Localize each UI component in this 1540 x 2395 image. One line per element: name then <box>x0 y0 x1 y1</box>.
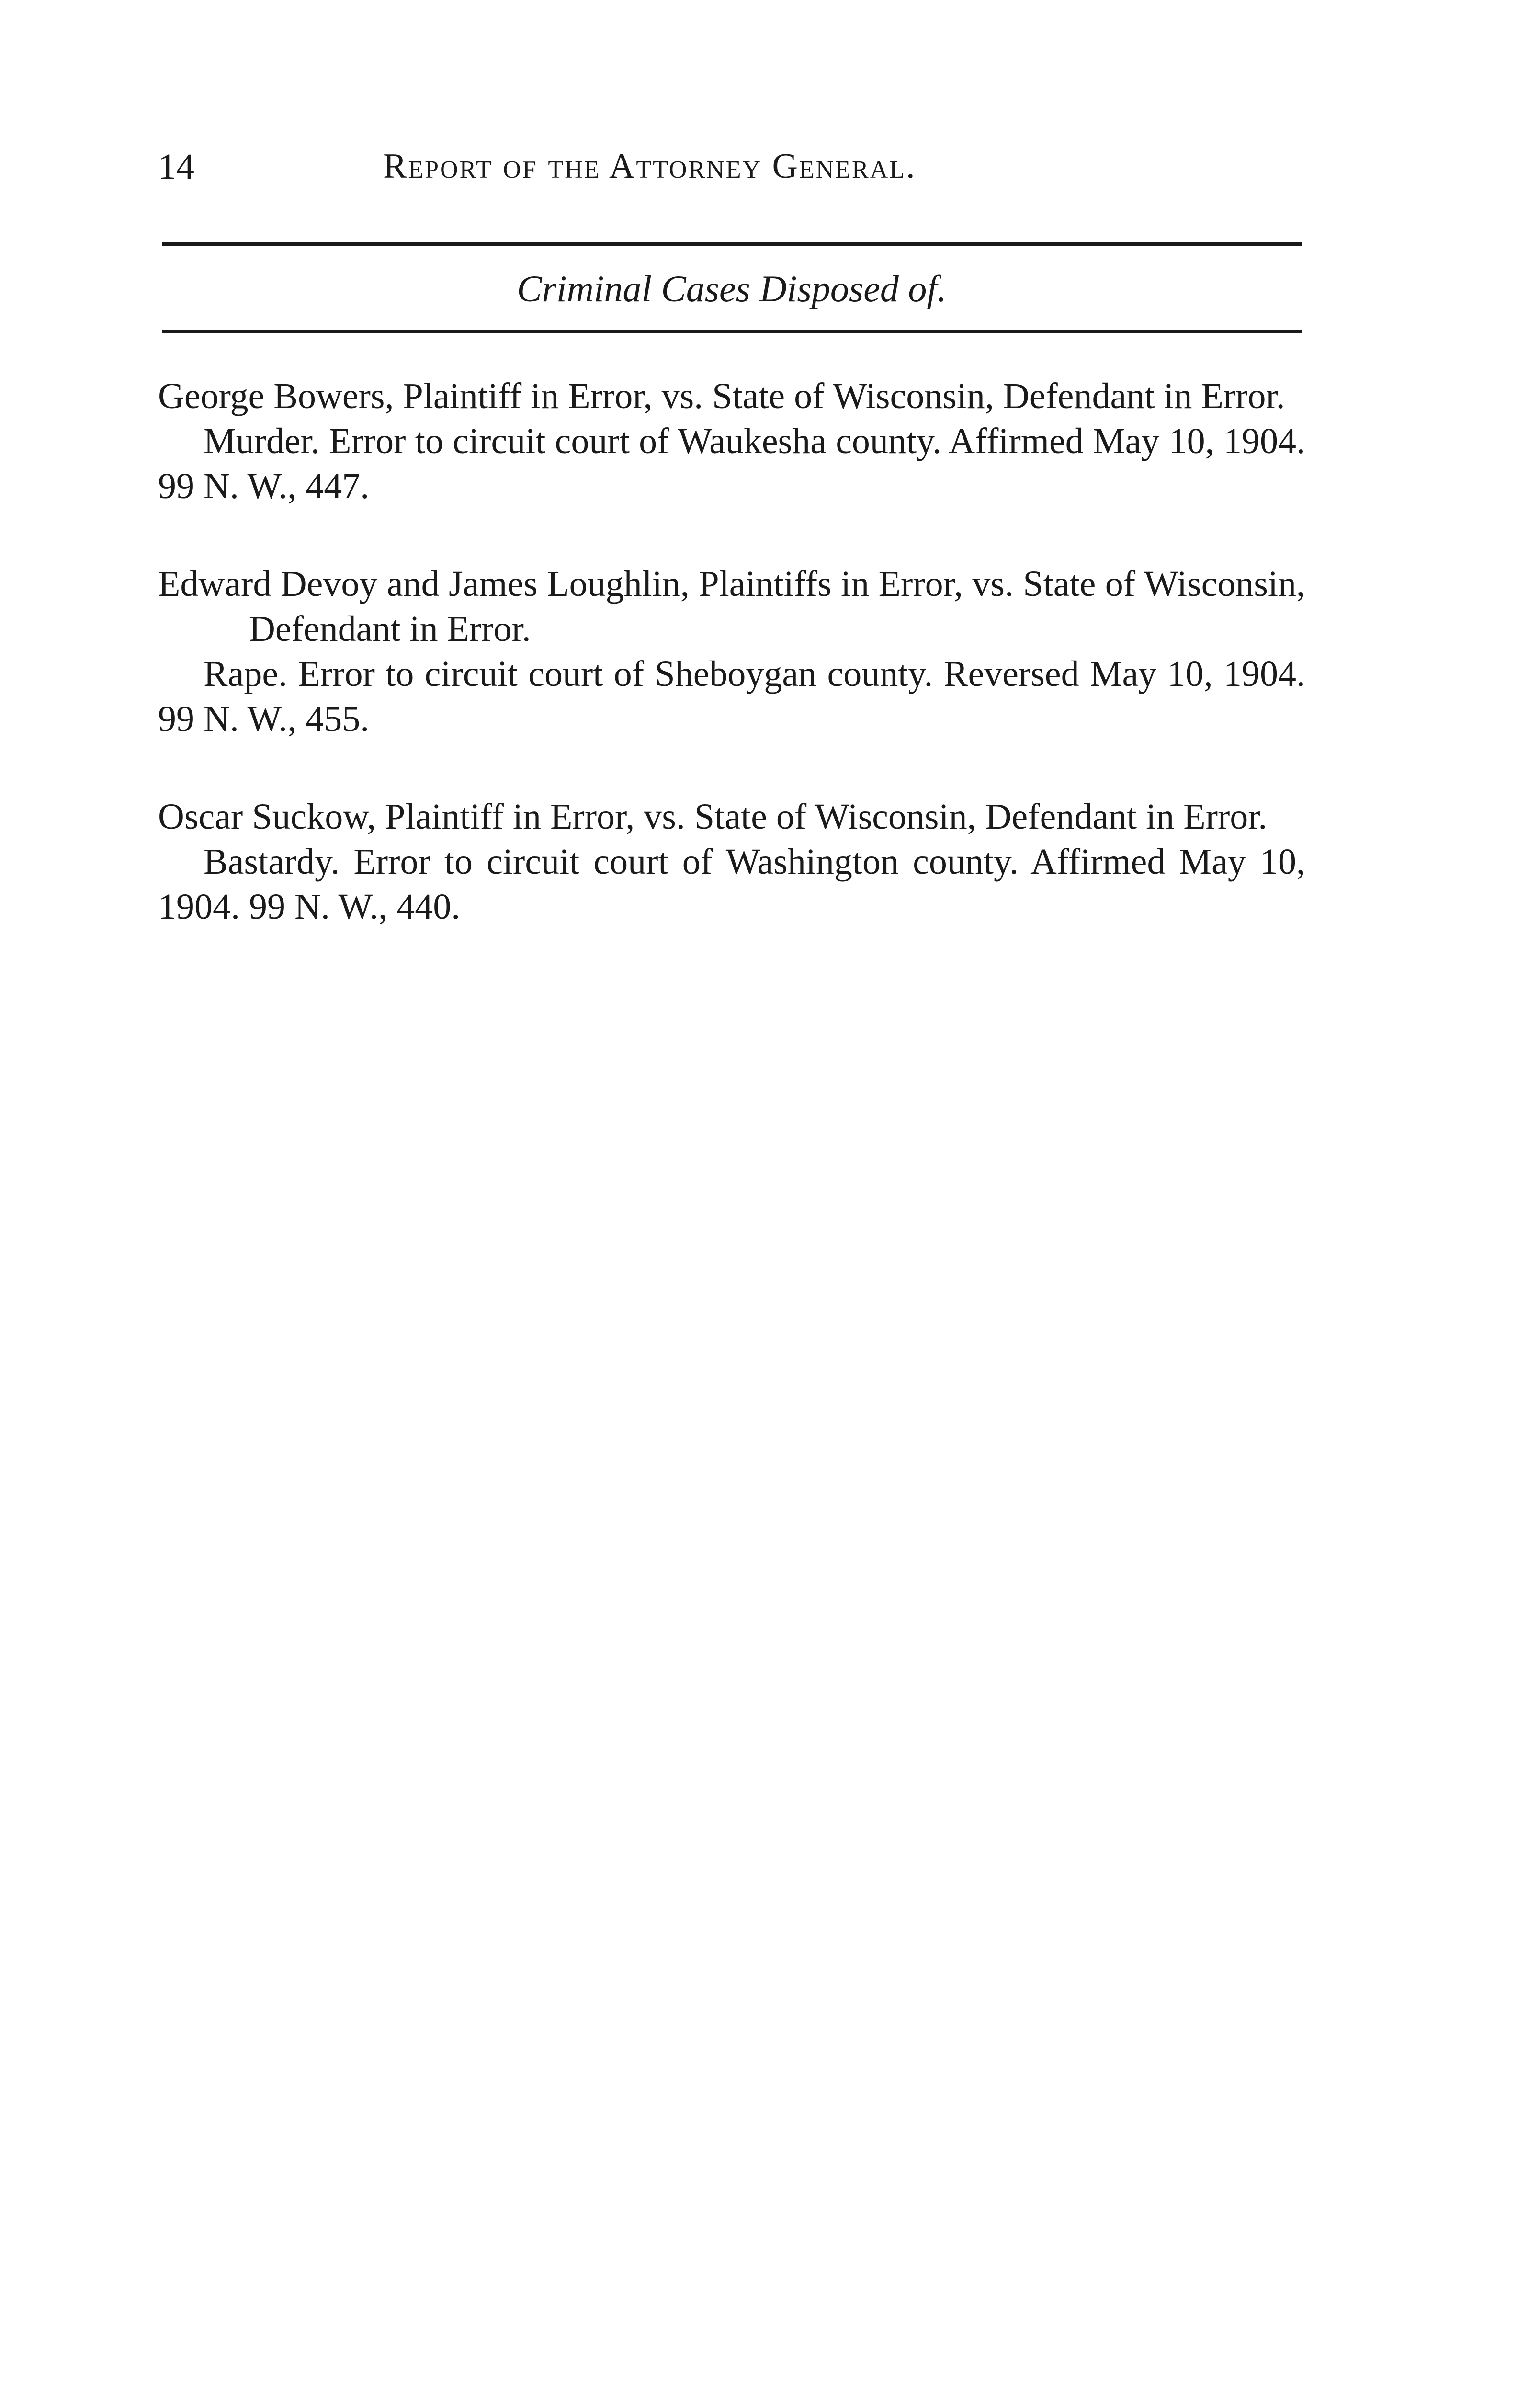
case-list <box>158 374 1305 982</box>
bottom-rule <box>162 330 1302 333</box>
case-entry <box>158 561 1305 741</box>
top-rule <box>162 242 1302 246</box>
case-disposition: Murder. Error to circuit court of Waukesha county. Affirmed May 10, 1904. 99 N. W., 447. <box>158 421 1305 506</box>
case-caption: Edward Devoy and James Loughlin, Plaintiffs in Error, vs. State of Wisconsin, Defendant in Error. <box>158 564 1305 649</box>
page-number: 14 <box>158 147 194 187</box>
case-caption: Oscar Suckow, Plaintiff in Error, vs. State of Wisconsin, Defendant in Error. <box>158 797 1268 837</box>
case-disposition: Bastardy. Error to circuit court of Washington county. Affirmed May 10, 1904. 99 N. W., 440. <box>158 842 1305 927</box>
case-entry <box>158 794 1305 929</box>
case-entry <box>158 374 1305 509</box>
case-disposition: Rape. Error to circuit court of Sheboygan county. Reversed May 10, 1904. 99 N. W., 455. <box>158 654 1305 739</box>
case-caption: George Bowers, Plaintiff in Error, vs. State of Wisconsin, Defendant in Error. <box>158 376 1285 416</box>
section-title: Criminal Cases Disposed of. <box>517 268 947 309</box>
running-head: Report of the Attorney General. <box>383 147 917 186</box>
